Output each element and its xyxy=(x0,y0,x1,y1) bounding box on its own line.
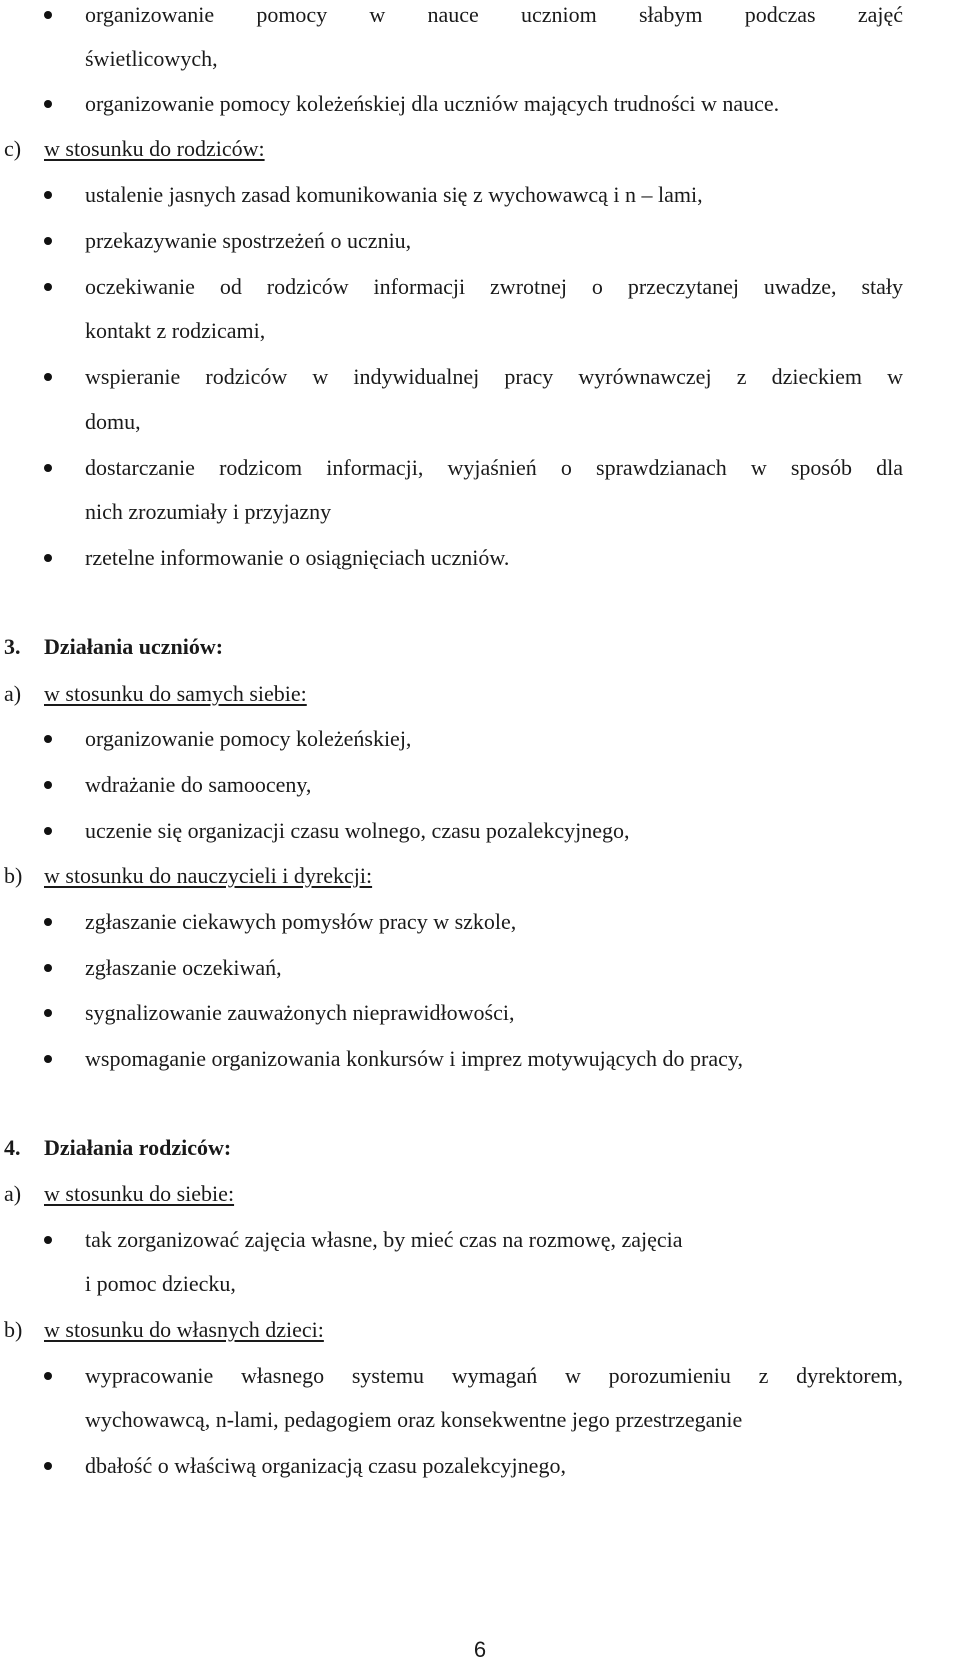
subsection-title: w stosunku do siebie: xyxy=(44,1181,235,1206)
bullet-icon xyxy=(44,1462,52,1470)
bullet-icon xyxy=(44,191,52,199)
subsection-marker: c) xyxy=(4,136,22,161)
list-item-text: ustalenie jasnych zasad komunikowania się z wychowawcą i n – lami, xyxy=(85,182,703,207)
bullet-icon xyxy=(44,827,52,835)
list-item-text: zgłaszanie ciekawych pomysłów pracy w szkole, xyxy=(85,909,517,934)
list-item-text: i pomoc dziecku, xyxy=(85,1271,236,1296)
bullet-icon xyxy=(44,237,52,245)
subsection-marker: b) xyxy=(4,1317,23,1342)
subsection-title: w stosunku do nauczycieli i dyrekcji: xyxy=(44,863,373,888)
list-item-text: tak zorganizować zajęcia własne, by mieć czas na rozmowę, zajęcia xyxy=(85,1227,683,1252)
list-item-text: wypracowanie własnego systemu wymagań w porozumieniu z dyrektorem, xyxy=(85,1363,903,1388)
bullet-icon xyxy=(44,373,52,381)
bullet-icon xyxy=(44,781,52,789)
list-item-text: organizowanie pomocy koleżeńskiej, xyxy=(85,726,412,751)
list-item-text: dbałość o właściwą organizacją czasu pozalekcyjnego, xyxy=(85,1453,566,1478)
list-item-text: wychowawcą, n-lami, pedagogiem oraz konsekwentne jego przestrzeganie xyxy=(85,1407,743,1432)
bullet-icon xyxy=(44,554,52,562)
subsection-marker: b) xyxy=(4,863,23,888)
page-number: 6 xyxy=(473,1637,487,1662)
list-item-text: kontakt z rodzicami, xyxy=(85,318,266,343)
list-item-text: uczenie się organizacji czasu wolnego, czasu pozalekcyjnego, xyxy=(85,818,630,843)
section-number: 4. xyxy=(4,1135,21,1160)
bullet-icon xyxy=(44,1236,52,1244)
section-title: Działania rodziców: xyxy=(44,1135,232,1160)
bullet-icon xyxy=(44,1372,52,1380)
bullet-icon xyxy=(44,1009,52,1017)
list-item-text: domu, xyxy=(85,409,141,434)
bullet-icon xyxy=(44,464,52,472)
subsection-title: w stosunku do własnych dzieci: xyxy=(44,1317,324,1342)
list-item-text: zgłaszanie oczekiwań, xyxy=(85,955,282,980)
section-title: Działania uczniów: xyxy=(44,634,224,659)
list-item-text: świetlicowych, xyxy=(85,46,218,71)
list-item-text: sygnalizowanie zauważonych nieprawidłowości, xyxy=(85,1000,515,1025)
subsection-title: w stosunku do rodziców: xyxy=(44,136,265,161)
list-item-text: przekazywanie spostrzeżeń o uczniu, xyxy=(85,228,412,253)
list-item-text: oczekiwanie od rodziców informacji zwrotnej o przeczytanej uwadze, stały xyxy=(85,274,903,299)
subsection-title: w stosunku do samych siebie: xyxy=(44,681,307,706)
subsection-marker: a) xyxy=(4,681,22,706)
subsection-marker: a) xyxy=(4,1181,22,1206)
bullet-icon xyxy=(44,735,52,743)
list-item-text: wspieranie rodziców w indywidualnej pracy wyrównawczej z dzieckiem w xyxy=(85,364,903,389)
list-item-text: wdrażanie do samooceny, xyxy=(85,772,312,797)
section-number: 3. xyxy=(4,634,21,659)
list-item-text: dostarczanie rodzicom informacji, wyjaśnień o sprawdzianach w sposób dla xyxy=(85,455,903,480)
list-item-text: rzetelne informowanie o osiągnięciach uczniów. xyxy=(85,545,510,570)
bullet-icon xyxy=(44,1055,52,1063)
list-item-text: nich zrozumiały i przyjazny xyxy=(85,499,332,524)
list-item-text: wspomaganie organizowania konkursów i imprez motywujących do pracy, xyxy=(85,1046,743,1071)
bullet-icon xyxy=(44,11,52,19)
bullet-icon xyxy=(44,283,52,291)
list-item-text: organizowanie pomocy w nauce uczniom słabym podczas zajęć xyxy=(85,2,903,27)
bullet-icon xyxy=(44,918,52,926)
list-item-text: organizowanie pomocy koleżeńskiej dla uczniów mających trudności w nauce. xyxy=(85,91,780,116)
bullet-icon xyxy=(44,964,52,972)
bullet-icon xyxy=(44,100,52,108)
